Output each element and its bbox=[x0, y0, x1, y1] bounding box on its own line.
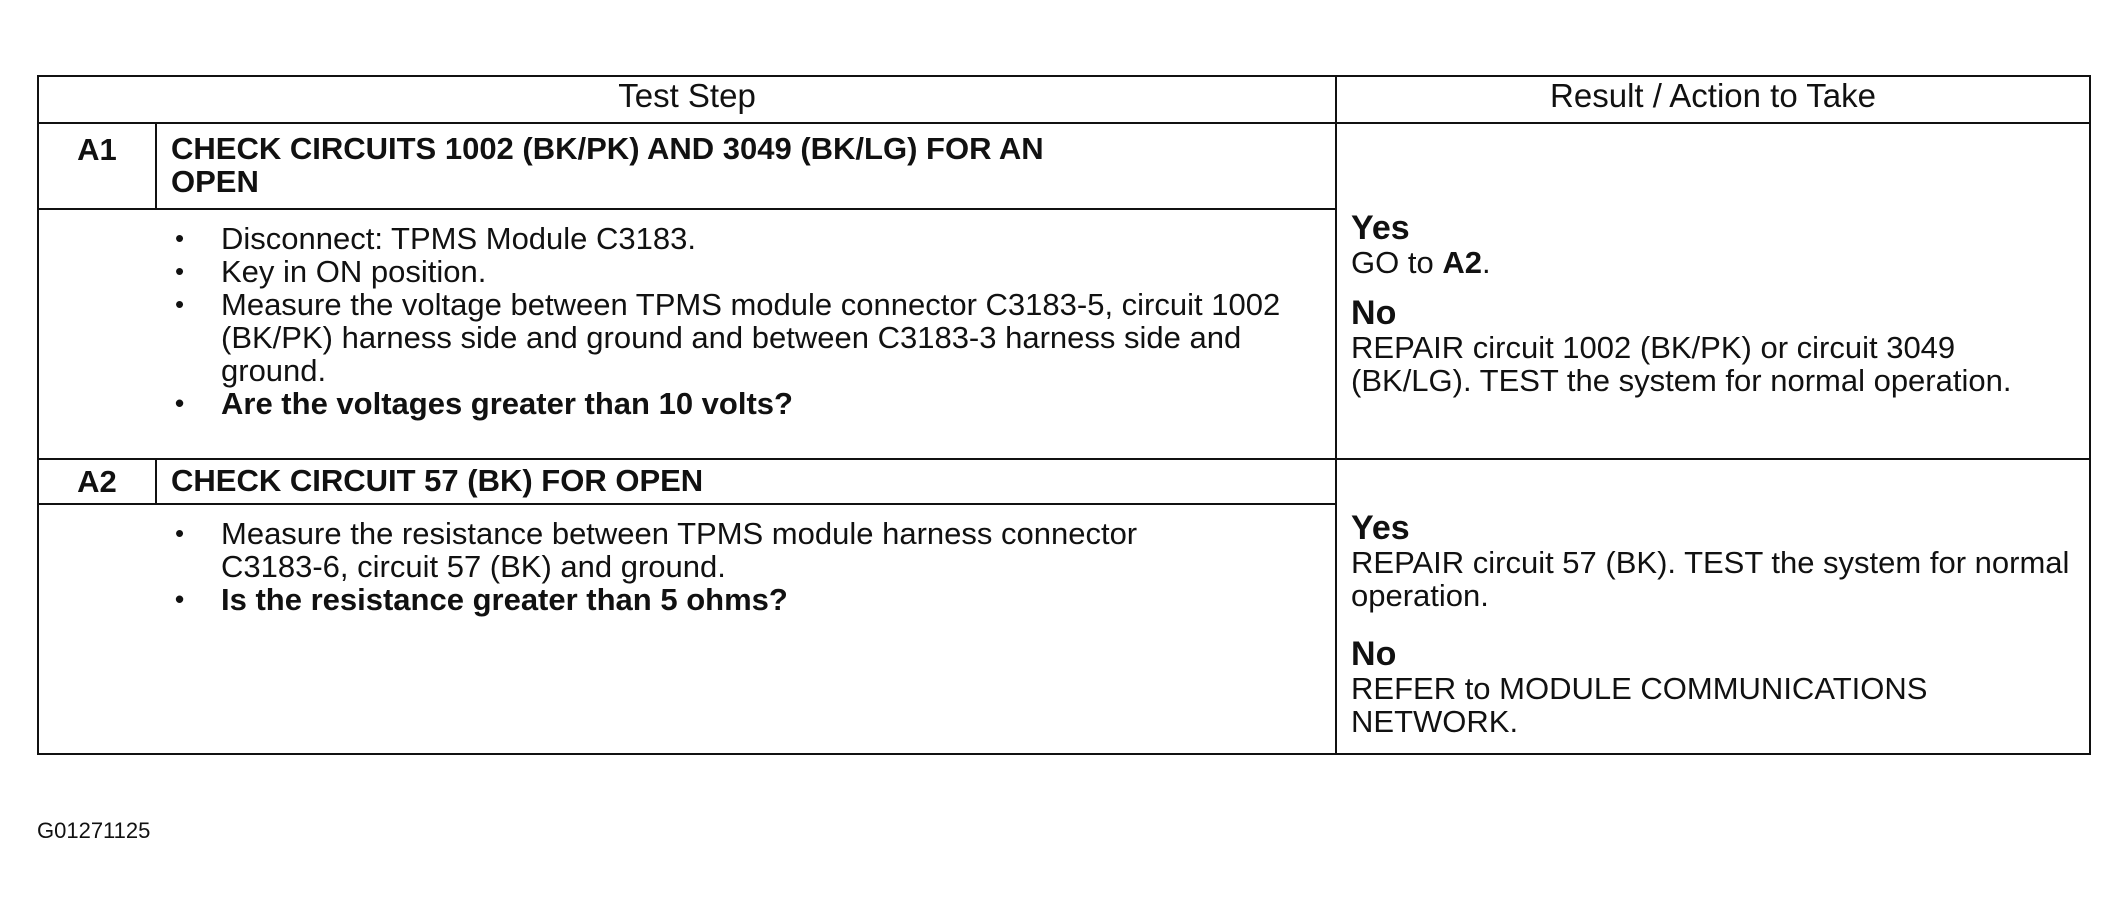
test-step-header: Test Step bbox=[38, 76, 1336, 123]
figure-code: G01271125 bbox=[37, 818, 151, 843]
step-a1-result bbox=[1336, 123, 2090, 459]
step-a1-yes-target: A2 bbox=[1442, 245, 1482, 280]
step-a1-question: • Are the voltages greater than 10 volts? bbox=[221, 387, 1315, 420]
step-a1-yes-block bbox=[1351, 124, 2075, 279]
step-a2-yes-action: REPAIR circuit 57 (BK). TEST the system for normal operation. bbox=[1351, 545, 2070, 613]
step-a2-no-block bbox=[1351, 612, 2075, 738]
step-a1-title-row bbox=[38, 123, 2090, 209]
pinpoint-test-table bbox=[37, 75, 2091, 755]
step-a1-instruction-list bbox=[156, 210, 1335, 428]
step-a1-yes-prefix: GO to bbox=[1351, 245, 1443, 280]
step-a1-id-spacer bbox=[38, 209, 156, 459]
step-a2-no-action: REFER to MODULE COMMUNICATIONS NETWORK. bbox=[1351, 671, 1928, 739]
step-a2-id-spacer bbox=[38, 504, 156, 754]
table-header-row bbox=[38, 76, 2090, 123]
step-a1-title-line1: CHECK CIRCUITS 1002 (BK/PK) AND 3049 (BK/LG) FOR AN bbox=[171, 131, 1044, 166]
step-a1-title-line2: OPEN bbox=[171, 164, 259, 199]
step-a1-title bbox=[156, 123, 1336, 209]
step-a1-item-1: • Disconnect: TPMS Module C3183. bbox=[221, 222, 1315, 255]
result-action-header: Result / Action to Take bbox=[1336, 76, 2090, 123]
step-a2-title-row bbox=[38, 459, 2090, 504]
step-a2-instructions bbox=[156, 504, 1336, 754]
step-a2-id: A2 bbox=[38, 459, 156, 504]
step-a1-yes-suffix: . bbox=[1481, 245, 1491, 280]
step-a2-yes-block bbox=[1351, 460, 2075, 612]
step-a1-no-block bbox=[1351, 279, 2075, 397]
step-a1-item-3: • Measure the voltage between TPMS module connector C3183-5, circuit 1002 (BK/PK) harness side and ground and between C3183-3 harness side and ground. bbox=[221, 288, 1311, 387]
step-a2-title: CHECK CIRCUIT 57 (BK) FOR OPEN bbox=[156, 459, 1336, 504]
step-a2-yes-label: Yes bbox=[1351, 509, 1410, 547]
step-a2-item-1: • Measure the resistance between TPMS module harness connector C3183-6, circuit 57 (BK) and ground. bbox=[221, 517, 1201, 583]
step-a2-instruction-list bbox=[156, 505, 1335, 624]
step-a1-id: A1 bbox=[38, 123, 156, 209]
step-a1-yes-label: Yes bbox=[1351, 209, 1410, 247]
step-a2-question: • Is the resistance greater than 5 ohms? bbox=[221, 583, 1315, 616]
step-a1-yes-action bbox=[1351, 246, 2075, 279]
step-a1-no-label: No bbox=[1351, 294, 1397, 332]
step-a1-item-2: • Key in ON position. bbox=[221, 255, 1315, 288]
step-a1-no-action: REPAIR circuit 1002 (BK/PK) or circuit 3049 (BK/LG). TEST the system for normal operation. bbox=[1351, 330, 2012, 398]
step-a2-result bbox=[1336, 459, 2090, 754]
step-a1-instructions bbox=[156, 209, 1336, 459]
step-a2-no-label: No bbox=[1351, 635, 1397, 673]
